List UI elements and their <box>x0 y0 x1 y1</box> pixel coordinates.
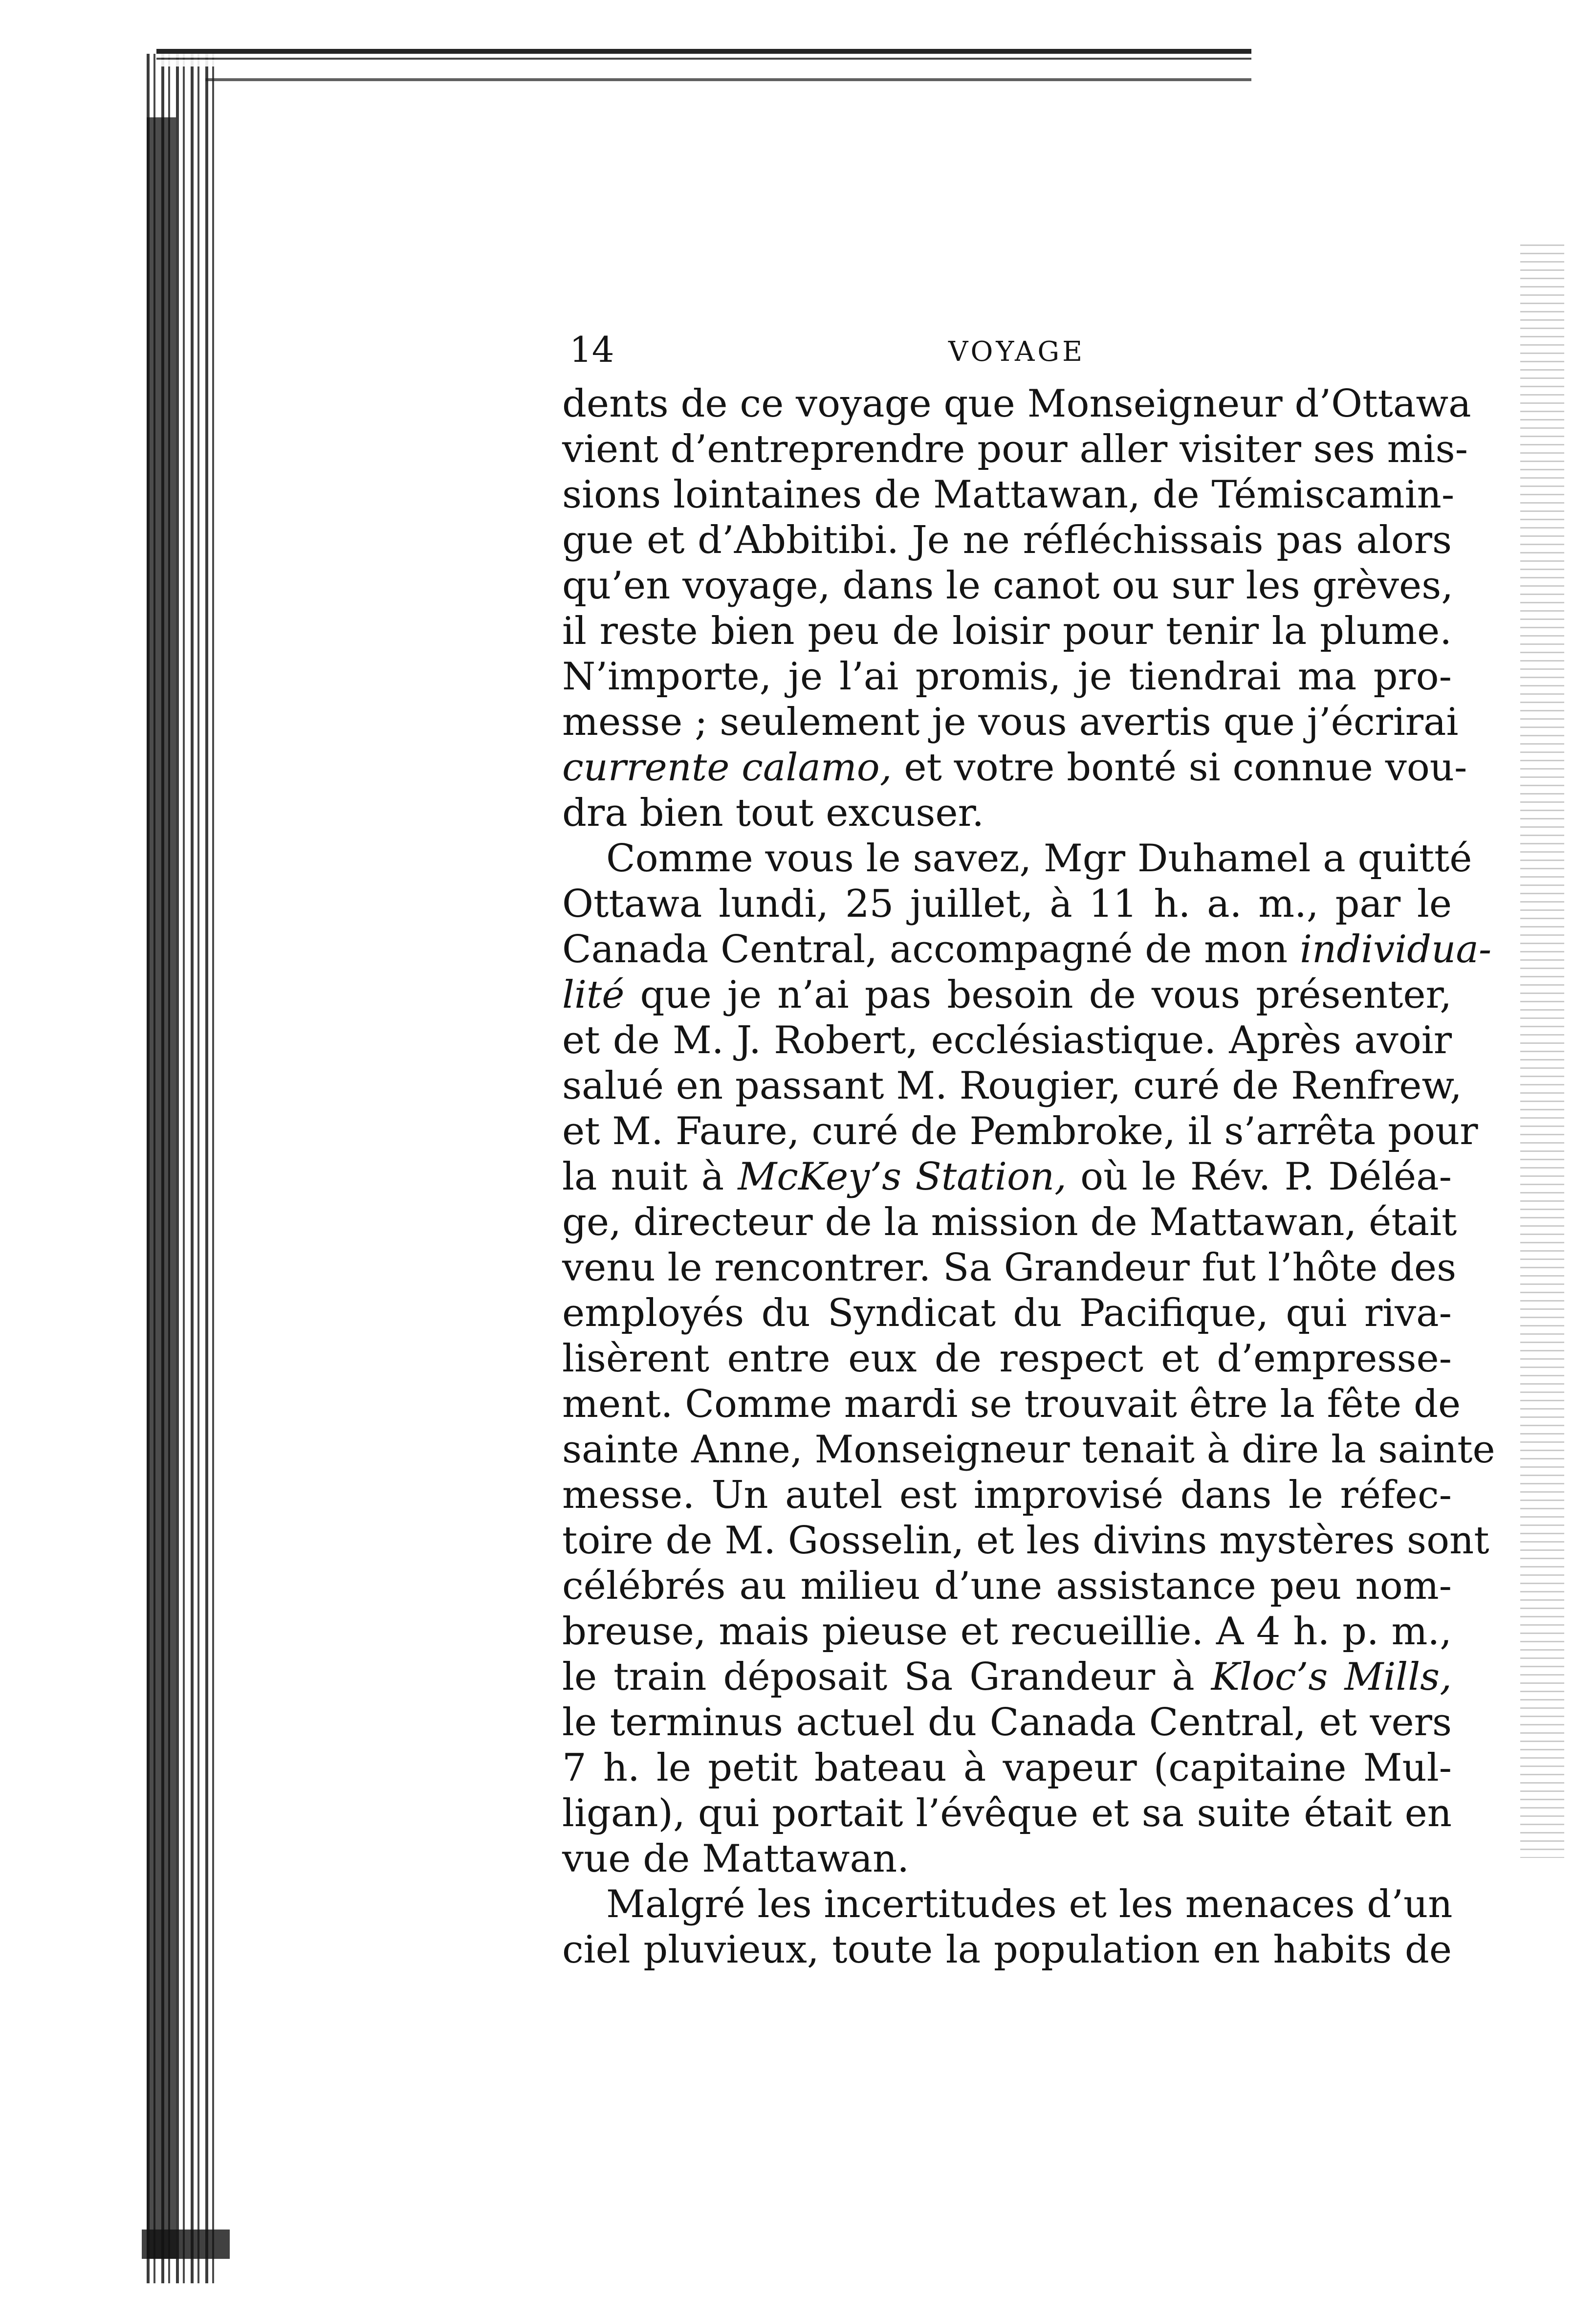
text-line: ment. Comme mardi se trouvait être la fête de <box>562 1382 1461 1426</box>
text-line: salué en passant M. Rougier, curé de Renfrew, <box>562 1064 1462 1108</box>
italic-phrase: individua- <box>1300 927 1492 971</box>
text-line: Comme vous le savez, Mgr Duhamel a quitté <box>606 837 1472 881</box>
text-line: le terminus actuel du Canada Central, et vers <box>562 1700 1452 1744</box>
text-line: et M. Faure, curé de Pembroke, il s’arrêta pour <box>562 1109 1478 1153</box>
text-line: employés du Syndicat du Pacifique, qui riva- <box>562 1291 1452 1335</box>
text-fragment: que je n’ai pas besoin de vous présenter, <box>624 973 1452 1017</box>
text-line: il reste bien peu de loisir pour tenir la plume. <box>562 609 1452 653</box>
text-line: dra bien tout excuser. <box>562 791 984 835</box>
text-fragment: où le Rév. P. Déléa- <box>1066 1155 1452 1199</box>
text-line <box>562 745 1467 791</box>
text-line <box>562 1655 1452 1700</box>
running-head <box>562 318 1452 381</box>
text-line: Ottawa lundi, 25 juillet, à 11 h. a. m., par le <box>562 882 1452 926</box>
text-fragment: Canada Central, accompagné de mon <box>562 927 1300 971</box>
italic-phrase: Kloc’s Mills, <box>1211 1655 1452 1699</box>
text-line: messe. Un autel est improvisé dans le réfec- <box>562 1473 1452 1517</box>
text-line: vient d’entreprendre pour aller visiter ses mis- <box>562 427 1468 471</box>
text-line: qu’en voyage, dans le canot ou sur les grèves, <box>562 564 1454 608</box>
text-line: ge, directeur de la mission de Mattawan, était <box>562 1200 1457 1244</box>
text-fragment: et votre bonté si connue vou- <box>892 746 1467 790</box>
text-block <box>562 318 1495 1973</box>
text-line: Malgré les incertitudes et les menaces d’un <box>606 1882 1453 1926</box>
running-head-title: VOYAGE <box>948 336 1086 368</box>
text-line: gue et d’Abbitibi. Je ne réfléchissais pas alors <box>562 518 1452 562</box>
text-line: messe ; seulement je vous avertis que j’écrirai <box>562 700 1459 744</box>
text-line: 7 h. le petit bateau à vapeur (capitaine Mul- <box>562 1746 1452 1790</box>
text-line: lisèrent entre eux de respect et d’empresse- <box>562 1337 1452 1381</box>
binding-edge <box>147 117 176 2259</box>
italic-phrase: currente calamo, <box>562 746 892 790</box>
top-edge-shadow <box>156 49 1251 66</box>
text-line: N’importe, je l’ai promis, je tiendrai ma pro- <box>562 655 1452 699</box>
body-text <box>562 381 1495 1973</box>
text-fragment: la nuit à <box>562 1155 738 1199</box>
text-line: toire de M. Gosselin, et les divins mystères sont <box>562 1519 1489 1563</box>
top-edge-line <box>205 78 1251 81</box>
text-line: et de M. J. Robert, ecclésiastique. Après avoir <box>562 1018 1452 1062</box>
italic-phrase: McKey’s Station, <box>738 1155 1067 1199</box>
bottom-edge-shadow <box>142 2230 230 2259</box>
text-line: célébrés au milieu d’une assistance peu nom- <box>562 1564 1452 1608</box>
text-fragment: le train déposait Sa Grandeur à <box>562 1655 1211 1699</box>
page-number: 14 <box>569 329 614 370</box>
text-line <box>562 1154 1452 1200</box>
text-line: ciel pluvieux, toute la population en habits de <box>562 1928 1452 1972</box>
text-line <box>562 972 1452 1018</box>
text-line <box>562 927 1492 972</box>
text-line: breuse, mais pieuse et recueillie. A 4 h. p. m., <box>562 1610 1452 1654</box>
text-line: sainte Anne, Monseigneur tenait à dire la sainte <box>562 1428 1495 1472</box>
italic-phrase: lité <box>562 973 625 1017</box>
text-line: ligan), qui portait l’évêque et sa suite était en <box>562 1791 1452 1835</box>
right-edge-noise <box>1520 244 1564 1858</box>
text-line: sions lointaines de Mattawan, de Témiscamin- <box>562 473 1455 517</box>
text-line: vue de Mattawan. <box>562 1837 909 1881</box>
text-line: dents de ce voyage que Monseigneur d’Ottawa <box>562 382 1471 426</box>
text-line: venu le rencontrer. Sa Grandeur fut l’hôte des <box>562 1246 1457 1290</box>
